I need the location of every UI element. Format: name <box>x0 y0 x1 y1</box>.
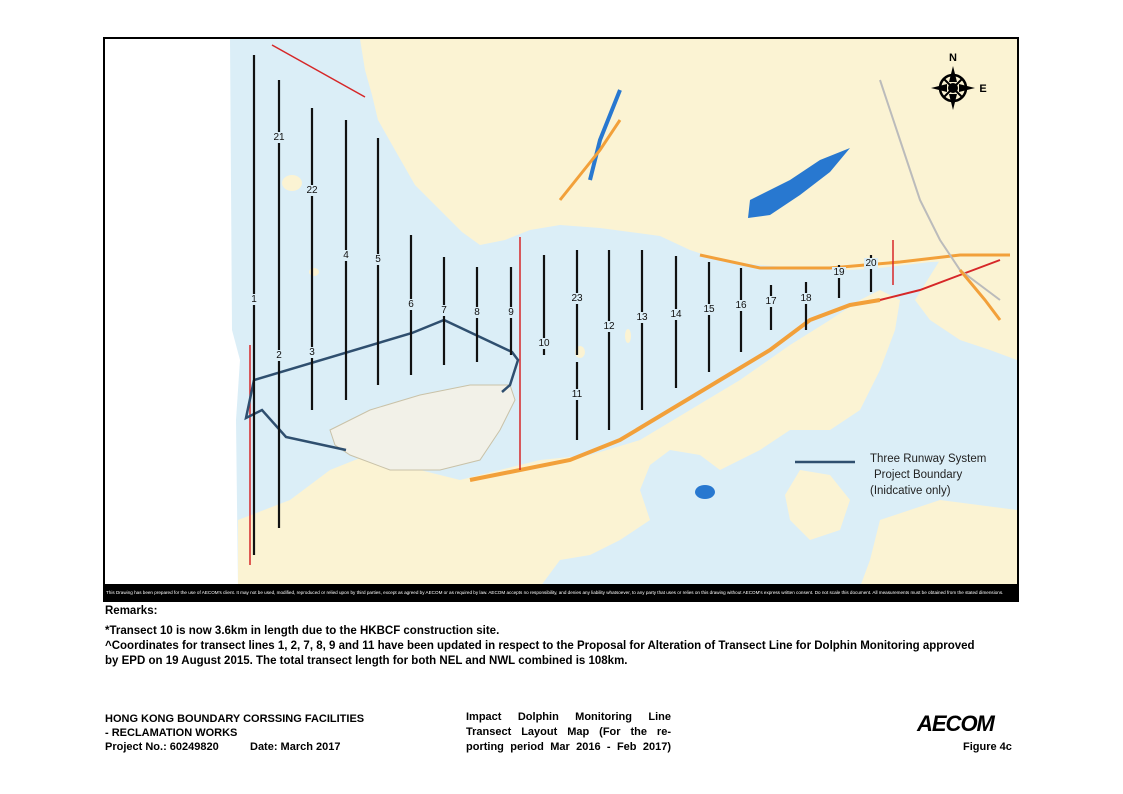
transect-label: 13 <box>636 312 648 323</box>
transect-label: 10 <box>538 338 550 349</box>
transect-label: 18 <box>800 293 812 304</box>
project-number: Project No.: 60249820 <box>105 741 219 753</box>
project-name-line1: HONG KONG BOUNDARY CORSSING FACILITIES <box>105 713 365 725</box>
transect-label: 22 <box>306 185 318 196</box>
transect-label: 1 <box>251 294 257 305</box>
transect-label: 17 <box>765 296 777 307</box>
reservoir <box>695 485 715 499</box>
transect-label: 2 <box>276 350 282 361</box>
figure-number: Figure 4c <box>963 741 1012 753</box>
map-frame <box>103 37 1019 602</box>
project-name-line2: - RECLAMATION WORKS <box>105 727 238 739</box>
transect-label: 23 <box>571 293 583 304</box>
aecom-logo: AECOM <box>917 711 994 736</box>
transect-label: 19 <box>833 267 845 278</box>
disclaimer-bar: This Drawing has been prepared for the use of AECOM's client. It may not be used, modified, reproduced or relied upon by third parties, except as agreed by AECOM or as required by law. AECOM accepts no responsibility, and denies any liability whatsoever, to any party that uses or relies on this drawing without AECOM's express written consent. Do not scale this document. All measurements must be obtained from the stated dimensions. <box>103 584 1019 602</box>
transect-label: 16 <box>735 300 747 311</box>
map-title-line1: Impact Dolphin Monitoring Line <box>466 711 671 723</box>
transect-label: 15 <box>703 304 715 315</box>
map-margin <box>105 39 120 587</box>
small-island <box>625 329 631 343</box>
transect-label: 3 <box>309 347 315 358</box>
drawing-date: Date: March 2017 <box>250 741 341 753</box>
transect-label: 8 <box>474 307 480 318</box>
remarks-line-1: *Transect 10 is now 3.6km in length due to the HKBCF construction site. <box>105 625 500 637</box>
coast-left <box>120 39 240 587</box>
transect-label: 9 <box>508 307 514 318</box>
compass-north-label: N <box>949 52 957 64</box>
transect-map <box>105 39 1017 587</box>
legend-label-line1: Three Runway System <box>870 453 987 465</box>
transect-label: 11 <box>571 389 583 400</box>
transect-label: 4 <box>343 250 349 261</box>
map-title-line3: porting period Mar 2016 - Feb 2017) <box>466 741 671 753</box>
remarks-heading: Remarks: <box>105 605 158 617</box>
legend-label-line2: Project Boundary <box>874 469 963 481</box>
legend-label-line3: (Inidcative only) <box>870 485 951 497</box>
transect-label: 6 <box>408 299 414 310</box>
transect-label: 20 <box>865 258 877 269</box>
remarks-line-2: ^Coordinates for transect lines 1, 2, 7, 8, 9 and 11 have been updated in respect to the Proposal for Alteration of Transect Line for Dolphin Monitoring approved <box>105 640 975 652</box>
remarks-line-3: by EPD on 19 August 2015. The total transect length for both NEL and NWL combined is 108km. <box>105 655 628 667</box>
small-island <box>282 175 302 191</box>
compass-east-label: E <box>979 83 987 95</box>
transect-label: 12 <box>603 321 615 332</box>
transect-label: 14 <box>670 309 682 320</box>
map-title-line2: Transect Layout Map (For the re- <box>466 726 671 738</box>
small-island <box>309 268 319 276</box>
transect-label: 21 <box>273 132 285 143</box>
transect-label: 7 <box>441 305 447 316</box>
transect-label: 5 <box>375 254 381 265</box>
